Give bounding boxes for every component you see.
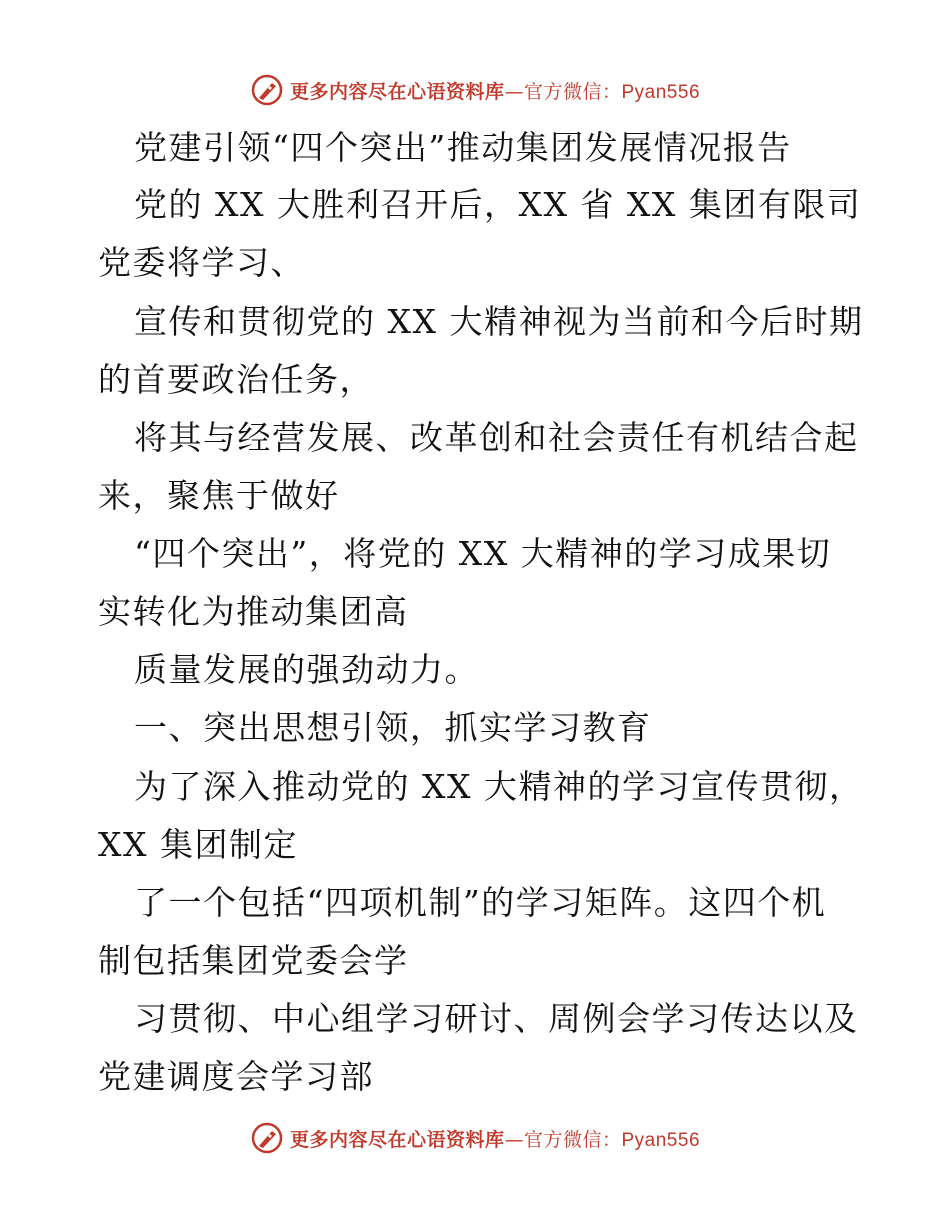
banner-main-text: 更多内容尽在心语资料库 xyxy=(289,80,505,103)
banner-main-text: 更多内容尽在心语资料库 xyxy=(289,1128,505,1151)
banner-wechat-id: Pyan556 xyxy=(621,81,701,103)
paragraph-line: “四个突出”，将党的 XX 大精神的学习成果切 xyxy=(134,534,832,573)
section-heading: 一、突出思想引领，抓实学习教育 xyxy=(134,708,652,747)
banner-wechat-label: 官方微信： xyxy=(523,80,622,103)
paragraph-line: 质量发展的强劲动力。 xyxy=(134,650,479,689)
pen-nib-circle-icon xyxy=(250,1121,284,1155)
paragraph-line: 党委将学习、 xyxy=(98,243,305,282)
paragraph-line: 实转化为推动集团高 xyxy=(98,592,409,631)
paragraph-line: 党的 XX 大胜利召开后，XX 省 XX 集团有限司 xyxy=(134,185,862,224)
paragraph-line: XX 集团制定 xyxy=(98,825,298,864)
banner-text xyxy=(290,1125,700,1152)
banner-separator: — xyxy=(504,1128,524,1151)
paragraph-line: 宣传和贯彻党的 XX 大精神视为当前和今后时期 xyxy=(134,302,864,341)
paragraph-line: 将其与经营发展、改革创和社会责任有机结合起 xyxy=(134,418,859,457)
banner-wechat-id: Pyan556 xyxy=(621,1129,701,1151)
banner-wechat-label: 官方微信： xyxy=(523,1128,622,1151)
paragraph-line: 党建调度会学习部 xyxy=(98,1057,374,1096)
footer-banner xyxy=(0,1118,950,1158)
paragraph-line: 了一个包括“四项机制”的学习矩阵。这四个机 xyxy=(134,883,827,922)
paragraph-line: 习贯彻、中心组学习研讨、周例会学习传达以及 xyxy=(134,999,859,1038)
paragraph-line: 来，聚焦于做好 xyxy=(98,476,340,515)
document-title: 党建引领“四个突出”推动集团发展情况报告 xyxy=(134,128,792,167)
paragraph-line: 为了深入推动党的 XX 大精神的学习宣传贯彻， xyxy=(134,767,864,806)
paragraph-line: 制包括集团党委会学 xyxy=(98,941,409,980)
paragraph-line: 的首要政治任务， xyxy=(98,360,374,399)
banner-separator: — xyxy=(504,80,524,103)
